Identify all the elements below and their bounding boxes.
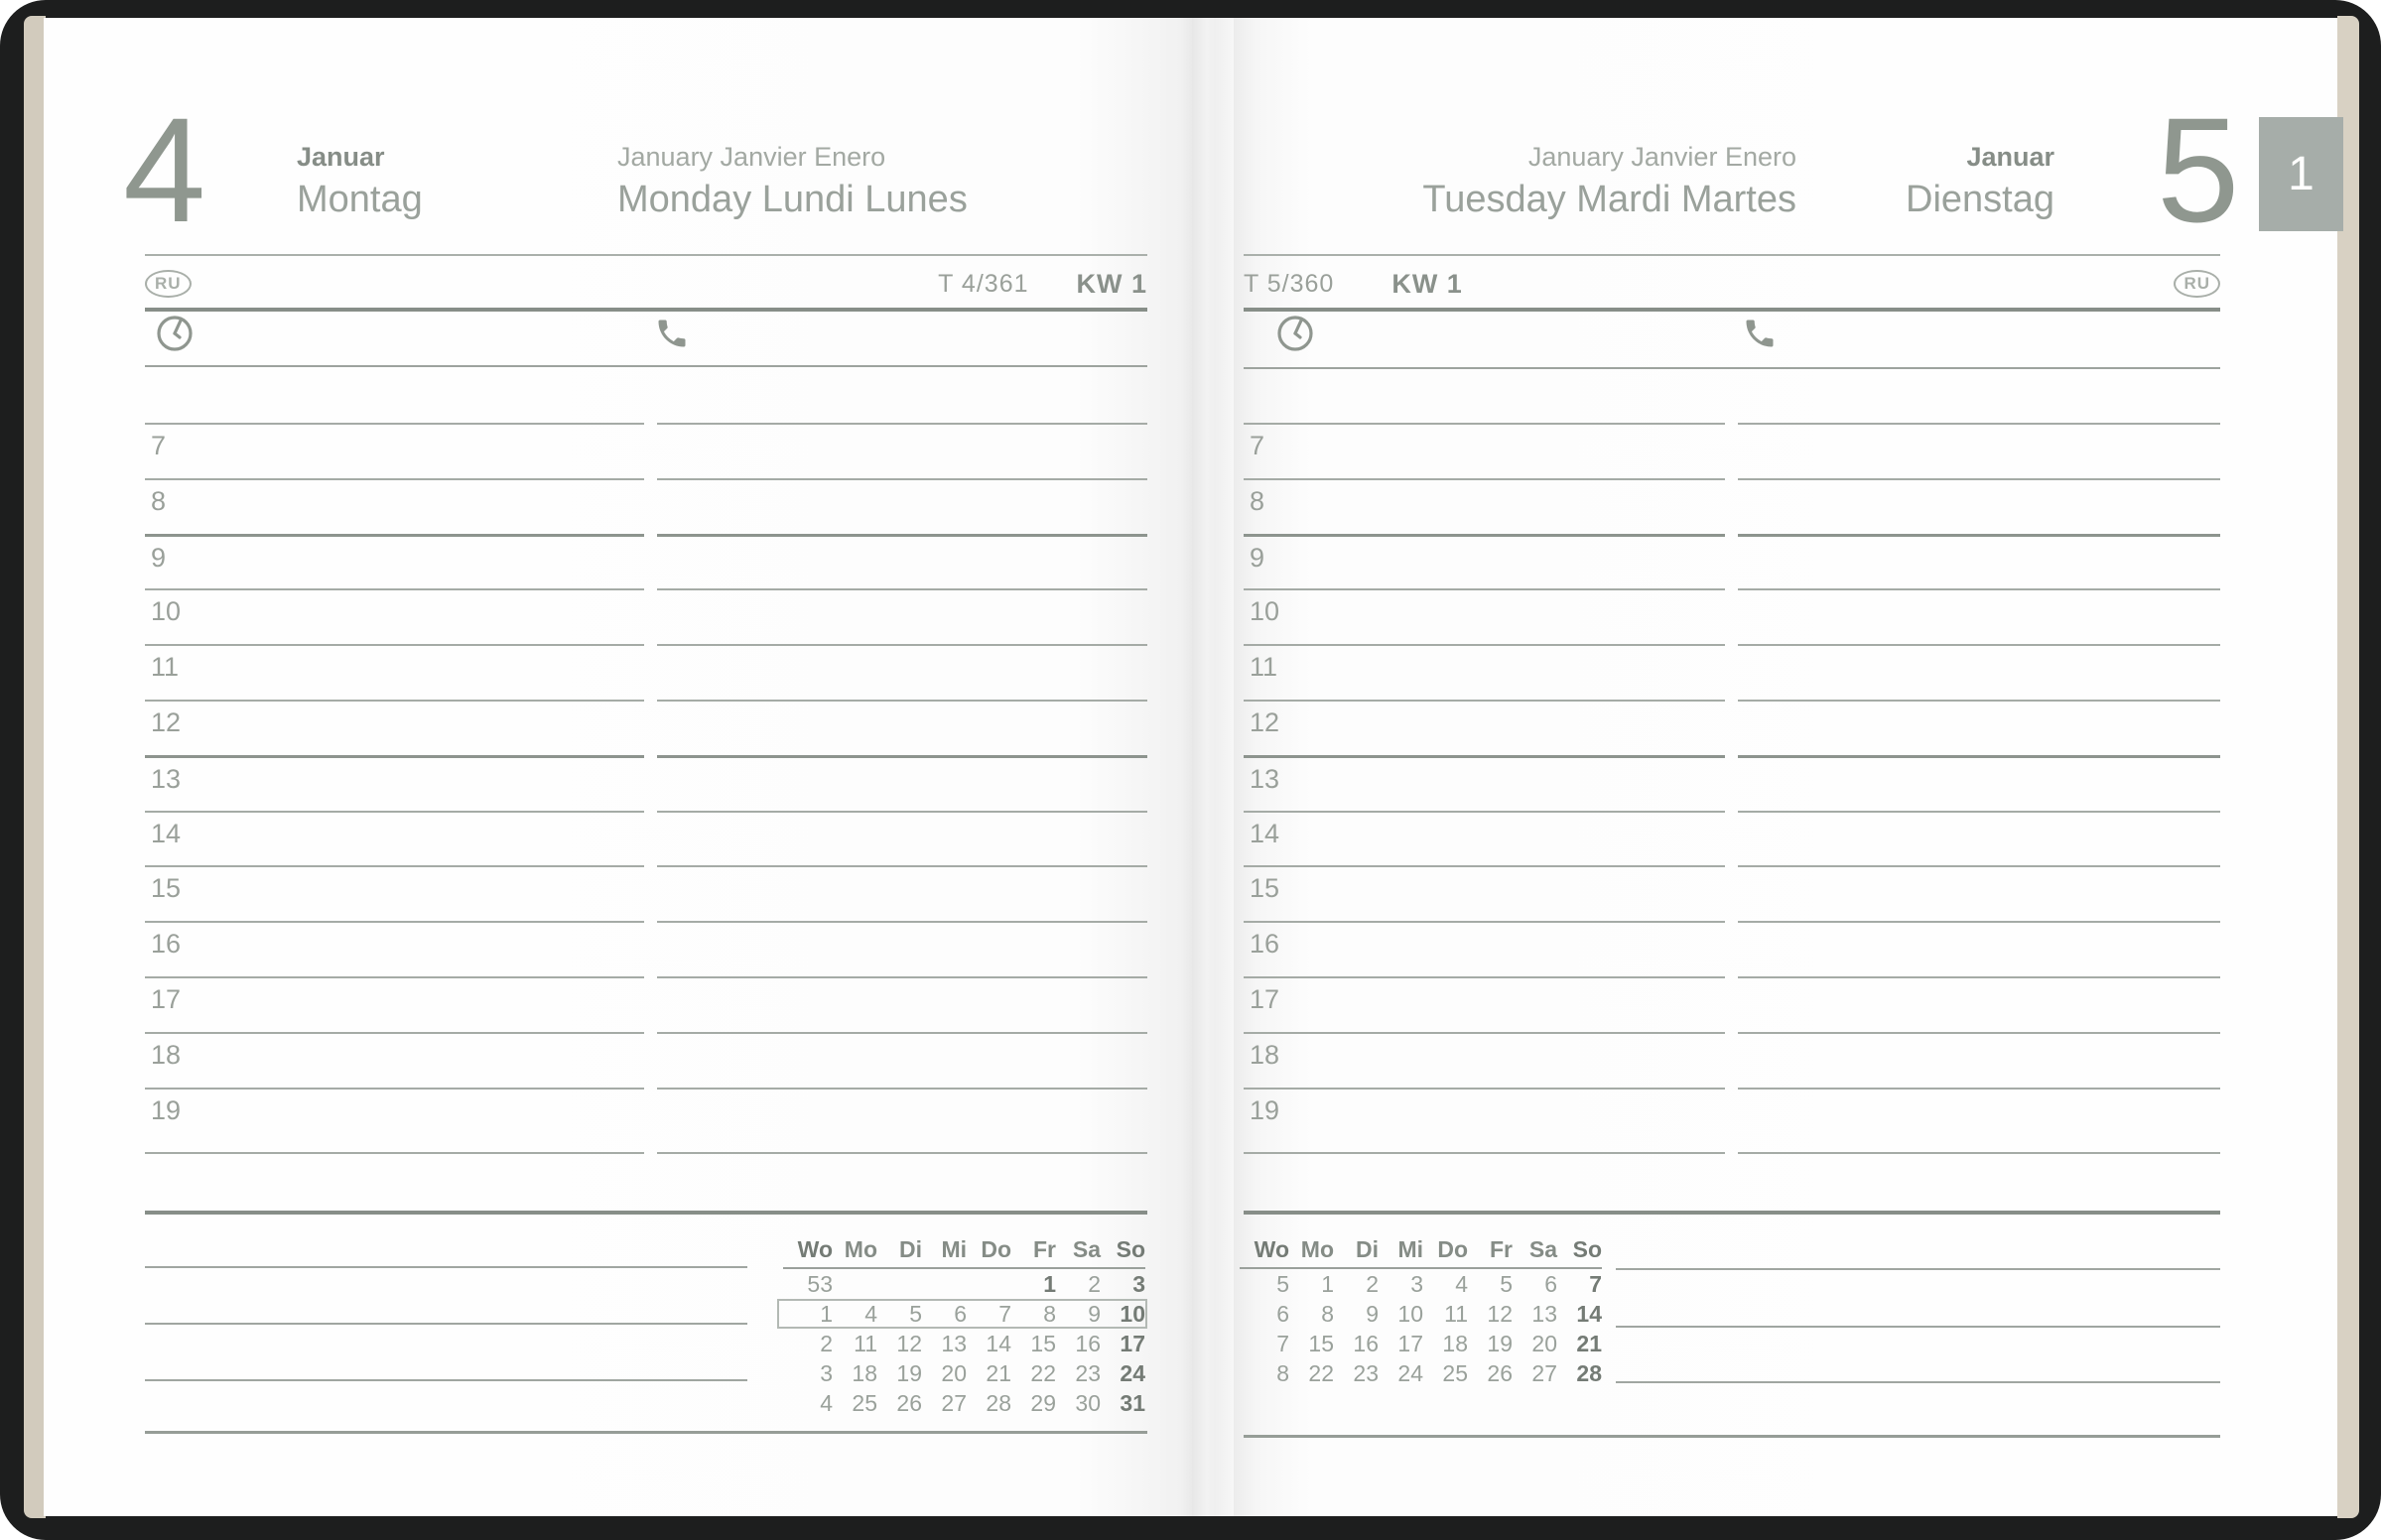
icons-rule — [145, 365, 1147, 367]
month-name-german: Januar — [297, 142, 385, 172]
mini-calendar-january — [783, 1236, 1145, 1418]
calendar-week-row — [783, 1388, 1145, 1418]
hour-label: 12 — [151, 706, 182, 737]
hour-row — [145, 1088, 1147, 1143]
hour-slot-right — [1738, 700, 2220, 755]
calendar-day-cell: 30 — [1075, 1389, 1101, 1416]
calendar-week-number: 1 — [820, 1300, 833, 1327]
hour-label: 10 — [1250, 596, 1280, 627]
calendar-day-cell: 28 — [986, 1389, 1011, 1416]
hour-slot-right — [1738, 921, 2220, 976]
info-row — [1244, 262, 2220, 306]
weekday-international: Tuesday Mardi Martes — [1422, 179, 1796, 221]
notes-line — [145, 1379, 747, 1381]
calendar-day-cell: 6 — [1544, 1270, 1557, 1297]
header-rule — [145, 254, 1147, 256]
calendar-day-cell: 9 — [1366, 1300, 1379, 1327]
calendar-day-cell: 7 — [1589, 1270, 1602, 1297]
hour-slot-right — [657, 865, 1147, 921]
hour-slot-left — [145, 755, 644, 811]
calendar-day-cell: 22 — [1030, 1359, 1056, 1386]
header-german — [1906, 141, 2054, 223]
hour-slot-right — [657, 588, 1147, 644]
calendar-week-row — [783, 1299, 1145, 1329]
calendar-week-number: 8 — [1276, 1359, 1289, 1386]
hour-slot-right — [1738, 1088, 2220, 1143]
calendar-day-header: Sa — [1072, 1236, 1101, 1262]
hour-slot-left — [145, 423, 644, 478]
calendar-week-row — [1240, 1299, 1602, 1329]
hour-slot-right — [1738, 534, 2220, 589]
hour-slot-left — [1244, 534, 1725, 589]
calendar-day-cell: 27 — [1531, 1359, 1557, 1386]
hour-row — [145, 478, 1147, 534]
calendar-day-cell: 13 — [1531, 1300, 1557, 1327]
calendar-week-label: KW 1 — [1391, 268, 1463, 299]
hour-label: 15 — [151, 873, 182, 904]
hour-slot-left — [1244, 865, 1725, 921]
hour-slot-right — [657, 1088, 1147, 1143]
day-of-year-counter: T 5/360 — [1244, 269, 1335, 298]
calendar-day-header: Di — [1356, 1236, 1379, 1262]
weekday-german: Montag — [297, 179, 423, 221]
header-international — [617, 141, 968, 223]
calendar-day-cell: 11 — [854, 1330, 877, 1356]
calendar-day-cell: 17 — [1120, 1330, 1145, 1356]
hour-row — [1244, 423, 2220, 478]
calendar-week-row — [1240, 1358, 1602, 1388]
hour-slot-right — [657, 534, 1147, 589]
hour-label: 7 — [1250, 431, 1265, 460]
calendar-day-cell: 14 — [1576, 1300, 1602, 1327]
calendar-day-cell: 19 — [896, 1359, 922, 1386]
hour-slot-left — [145, 534, 644, 589]
hour-row — [145, 811, 1147, 866]
hour-slot-left — [145, 700, 644, 755]
ru-registry-logo: RU — [145, 270, 192, 298]
calendar-day-cell: 28 — [1576, 1359, 1602, 1386]
page-bottom-rule — [1244, 1435, 2220, 1438]
calendar-day-header: Mo — [1300, 1236, 1334, 1262]
hour-label: 19 — [151, 1094, 182, 1125]
calendar-day-cell: 25 — [1442, 1359, 1468, 1386]
hour-slot-right — [657, 921, 1147, 976]
hour-row — [145, 755, 1147, 811]
hour-slot-left — [145, 1032, 644, 1088]
section-rule-bottom — [145, 1211, 1147, 1215]
hour-label: 13 — [151, 763, 182, 794]
calendar-day-header: Do — [1437, 1236, 1468, 1262]
calendar-day-cell: 12 — [1487, 1300, 1513, 1327]
hour-slot-right — [1738, 478, 2220, 534]
hour-slot-left — [1244, 976, 1725, 1032]
calendar-day-header: Mo — [844, 1236, 877, 1262]
calendar-day-cell: 21 — [986, 1359, 1011, 1386]
calendar-week-number: 53 — [807, 1270, 833, 1297]
day-number: 4 — [123, 86, 203, 253]
calendar-week-row — [783, 1358, 1145, 1388]
calendar-day-cell: 7 — [998, 1300, 1011, 1327]
calendar-week-label: KW 1 — [1076, 268, 1147, 299]
header-rule — [1244, 254, 2220, 256]
hour-slot-left — [145, 478, 644, 534]
hour-row — [145, 588, 1147, 644]
hour-slot-right — [1738, 811, 2220, 866]
calendar-day-cell: 18 — [1442, 1330, 1468, 1356]
calendar-day-cell: 4 — [864, 1300, 877, 1327]
hour-slot-left — [1244, 1032, 1725, 1088]
calendar-day-cell: 9 — [1088, 1300, 1101, 1327]
hour-slot-right — [657, 976, 1147, 1032]
calendar-day-cell: 26 — [1487, 1359, 1513, 1386]
hour-row — [145, 921, 1147, 976]
calendar-day-cell: 8 — [1321, 1300, 1334, 1327]
calendar-day-header: Fr — [1490, 1236, 1513, 1262]
hour-row — [1244, 811, 2220, 866]
hour-row — [1244, 1088, 2220, 1143]
hour-label: 10 — [151, 596, 182, 627]
hour-label: 8 — [1250, 485, 1265, 516]
month-name-german: Januar — [1966, 142, 2054, 172]
hour-row — [145, 534, 1147, 589]
hour-label: 9 — [1250, 542, 1265, 573]
hour-row — [1244, 921, 2220, 976]
hour-slot-left — [1244, 921, 1725, 976]
info-row — [145, 262, 1147, 306]
calendar-day-cell: 24 — [1397, 1359, 1423, 1386]
section-rule-top — [1244, 308, 2220, 312]
hour-label: 19 — [1250, 1094, 1280, 1125]
calendar-day-header: Di — [899, 1236, 922, 1262]
hour-slot-left — [1244, 1088, 1725, 1143]
hour-label: 17 — [151, 983, 182, 1014]
closing-rule-left — [1244, 1152, 1725, 1154]
mini-calendar-february — [1240, 1236, 1602, 1388]
mini-calendar-header — [783, 1236, 1145, 1269]
calendar-day-cell: 18 — [852, 1359, 877, 1386]
calendar-day-cell: 23 — [1353, 1359, 1379, 1386]
spine-gutter — [1192, 18, 1234, 1516]
calendar-day-header: So — [1572, 1236, 1602, 1262]
hour-slot-left — [145, 644, 644, 700]
hour-row — [1244, 644, 2220, 700]
hour-label: 7 — [151, 431, 167, 460]
hour-slot-left — [145, 865, 644, 921]
hour-slot-right — [1738, 865, 2220, 921]
calendar-day-header: Do — [981, 1236, 1011, 1262]
calendar-day-cell: 31 — [1120, 1389, 1145, 1416]
hour-label: 15 — [1250, 873, 1280, 904]
calendar-day-cell: 22 — [1308, 1359, 1334, 1386]
calendar-day-cell: 20 — [1531, 1330, 1557, 1356]
hour-label: 14 — [1250, 818, 1280, 848]
closing-rule-right — [657, 1152, 1147, 1154]
month-name-international: January Janvier Enero — [1527, 142, 1796, 172]
calendar-day-cell: 1 — [1043, 1270, 1056, 1297]
page-edge-right — [2337, 16, 2359, 1518]
calendar-day-cell: 2 — [1088, 1270, 1101, 1297]
calendar-week-number: 2 — [820, 1330, 833, 1356]
hour-slot-left — [1244, 700, 1725, 755]
calendar-day-header: Mi — [941, 1236, 967, 1262]
calendar-day-cell: 19 — [1487, 1330, 1513, 1356]
hour-slot-left — [1244, 644, 1725, 700]
hour-slot-right — [657, 755, 1147, 811]
calendar-day-cell: 11 — [1444, 1300, 1468, 1327]
hour-slot-left — [1244, 478, 1725, 534]
hour-label: 13 — [1250, 763, 1280, 794]
hour-grid-closing-rule — [1244, 1152, 2220, 1154]
hour-row — [145, 644, 1147, 700]
calendar-day-cell: 6 — [954, 1300, 967, 1327]
notes-line — [1616, 1268, 2220, 1270]
calendar-week-row — [1240, 1329, 1602, 1358]
notes-line — [145, 1266, 747, 1268]
hour-label: 9 — [151, 542, 167, 573]
calendar-day-header: Wo — [797, 1236, 833, 1262]
calendar-week-row — [783, 1329, 1145, 1358]
hour-slot-right — [1738, 976, 2220, 1032]
clock-icon — [1275, 314, 1315, 353]
hour-slot-right — [657, 478, 1147, 534]
calendar-day-cell: 2 — [1366, 1270, 1379, 1297]
month-tab — [2259, 117, 2343, 231]
section-rule-bottom — [1244, 1211, 2220, 1215]
notes-line — [1616, 1326, 2220, 1328]
hour-row — [145, 865, 1147, 921]
hour-slot-right — [1738, 644, 2220, 700]
hour-label: 18 — [1250, 1039, 1280, 1070]
calendar-day-cell: 13 — [941, 1330, 967, 1356]
calendar-week-row — [783, 1269, 1145, 1299]
hour-row — [1244, 700, 2220, 755]
hour-slot-right — [657, 700, 1147, 755]
calendar-day-cell: 10 — [1120, 1300, 1145, 1327]
month-name-international: January Janvier Enero — [617, 142, 886, 172]
hour-slot-right — [657, 811, 1147, 866]
calendar-day-cell: 1 — [1321, 1270, 1334, 1297]
hour-slot-left — [145, 921, 644, 976]
page-edge-left — [24, 16, 46, 1518]
hour-label: 8 — [151, 485, 167, 516]
hour-slot-right — [1738, 423, 2220, 478]
weekday-german: Dienstag — [1906, 179, 2054, 221]
hour-slot-left — [145, 1088, 644, 1143]
header-german — [297, 141, 423, 223]
notes-line — [145, 1323, 747, 1325]
hour-slot-left — [1244, 811, 1725, 866]
calendar-day-header: Sa — [1528, 1236, 1557, 1262]
hour-slot-right — [657, 1032, 1147, 1088]
ru-registry-logo: RU — [2174, 270, 2220, 298]
calendar-week-number: 4 — [820, 1389, 833, 1416]
hour-slot-right — [657, 423, 1147, 478]
hour-row — [1244, 865, 2220, 921]
calendar-day-cell: 3 — [1410, 1270, 1423, 1297]
calendar-day-cell: 26 — [896, 1389, 922, 1416]
hour-row — [1244, 534, 2220, 589]
hour-slot-left — [1244, 755, 1725, 811]
calendar-week-number: 5 — [1276, 1270, 1289, 1297]
phone-icon — [654, 316, 690, 351]
calendar-day-cell: 5 — [1500, 1270, 1513, 1297]
calendar-day-cell: 20 — [941, 1359, 967, 1386]
hour-row — [145, 1032, 1147, 1088]
calendar-day-header: Fr — [1033, 1236, 1056, 1262]
calendar-day-cell: 21 — [1576, 1330, 1602, 1356]
diary-page-right — [1234, 18, 2337, 1516]
hour-label: 17 — [1250, 983, 1280, 1014]
calendar-week-row — [1240, 1269, 1602, 1299]
hour-grid — [145, 423, 1147, 1142]
page-bottom-rule — [145, 1431, 1147, 1434]
hour-grid-closing-rule — [145, 1152, 1147, 1154]
closing-rule-right — [1738, 1152, 2220, 1154]
hour-label: 16 — [1250, 929, 1280, 960]
calendar-day-cell: 17 — [1397, 1330, 1423, 1356]
hour-row — [145, 423, 1147, 478]
day-number: 5 — [2157, 86, 2237, 253]
calendar-week-number: 7 — [1276, 1330, 1289, 1356]
calendar-day-cell: 27 — [941, 1389, 967, 1416]
hour-grid — [1244, 423, 2220, 1142]
hour-label: 18 — [151, 1039, 182, 1070]
hour-slot-left — [1244, 423, 1725, 478]
hour-slot-right — [657, 644, 1147, 700]
diary-page-left — [44, 18, 1192, 1516]
hour-row — [1244, 478, 2220, 534]
calendar-day-header: So — [1116, 1236, 1145, 1262]
hour-label: 12 — [1250, 706, 1280, 737]
icons-rule — [1244, 367, 2220, 369]
calendar-day-cell: 4 — [1455, 1270, 1468, 1297]
hour-label: 16 — [151, 929, 182, 960]
hour-row — [145, 700, 1147, 755]
section-rule-top — [145, 308, 1147, 312]
calendar-week-number: 6 — [1276, 1300, 1289, 1327]
hour-slot-right — [1738, 588, 2220, 644]
hour-row — [1244, 755, 2220, 811]
calendar-day-cell: 3 — [1132, 1270, 1145, 1297]
hour-row — [1244, 976, 2220, 1032]
mini-calendar-header — [1240, 1236, 1602, 1269]
calendar-day-cell: 29 — [1030, 1389, 1056, 1416]
hour-row — [145, 976, 1147, 1032]
hour-row — [1244, 588, 2220, 644]
hour-slot-left — [145, 976, 644, 1032]
notes-line — [1616, 1381, 2220, 1383]
closing-rule-left — [145, 1152, 644, 1154]
day-of-year-counter: T 4/361 — [938, 269, 1029, 298]
hour-label: 11 — [1250, 652, 1278, 683]
calendar-day-cell: 10 — [1397, 1300, 1423, 1327]
clock-icon — [155, 314, 195, 353]
calendar-day-cell: 16 — [1075, 1330, 1101, 1356]
calendar-day-cell: 25 — [852, 1389, 877, 1416]
calendar-day-cell: 12 — [896, 1330, 922, 1356]
header-international — [1422, 141, 1796, 223]
hour-slot-left — [1244, 588, 1725, 644]
hour-label: 14 — [151, 818, 182, 848]
calendar-day-cell: 5 — [909, 1300, 922, 1327]
calendar-day-cell: 23 — [1075, 1359, 1101, 1386]
calendar-day-cell: 8 — [1043, 1300, 1056, 1327]
calendar-day-cell: 14 — [986, 1330, 1011, 1356]
calendar-day-cell: 24 — [1120, 1359, 1145, 1386]
month-tab-label: 1 — [2288, 148, 2315, 200]
hour-slot-right — [1738, 1032, 2220, 1088]
weekday-international: Monday Lundi Lunes — [617, 179, 968, 221]
calendar-day-header: Mi — [1397, 1236, 1423, 1262]
calendar-day-cell: 15 — [1030, 1330, 1056, 1356]
hour-row — [1244, 1032, 2220, 1088]
calendar-week-number: 3 — [820, 1359, 833, 1386]
hour-slot-right — [1738, 755, 2220, 811]
hour-label: 11 — [151, 652, 180, 683]
phone-icon — [1742, 316, 1778, 351]
calendar-day-cell: 15 — [1308, 1330, 1334, 1356]
calendar-day-header: Wo — [1254, 1236, 1289, 1262]
calendar-day-cell: 16 — [1353, 1330, 1379, 1356]
hour-slot-left — [145, 811, 644, 866]
hour-slot-left — [145, 588, 644, 644]
